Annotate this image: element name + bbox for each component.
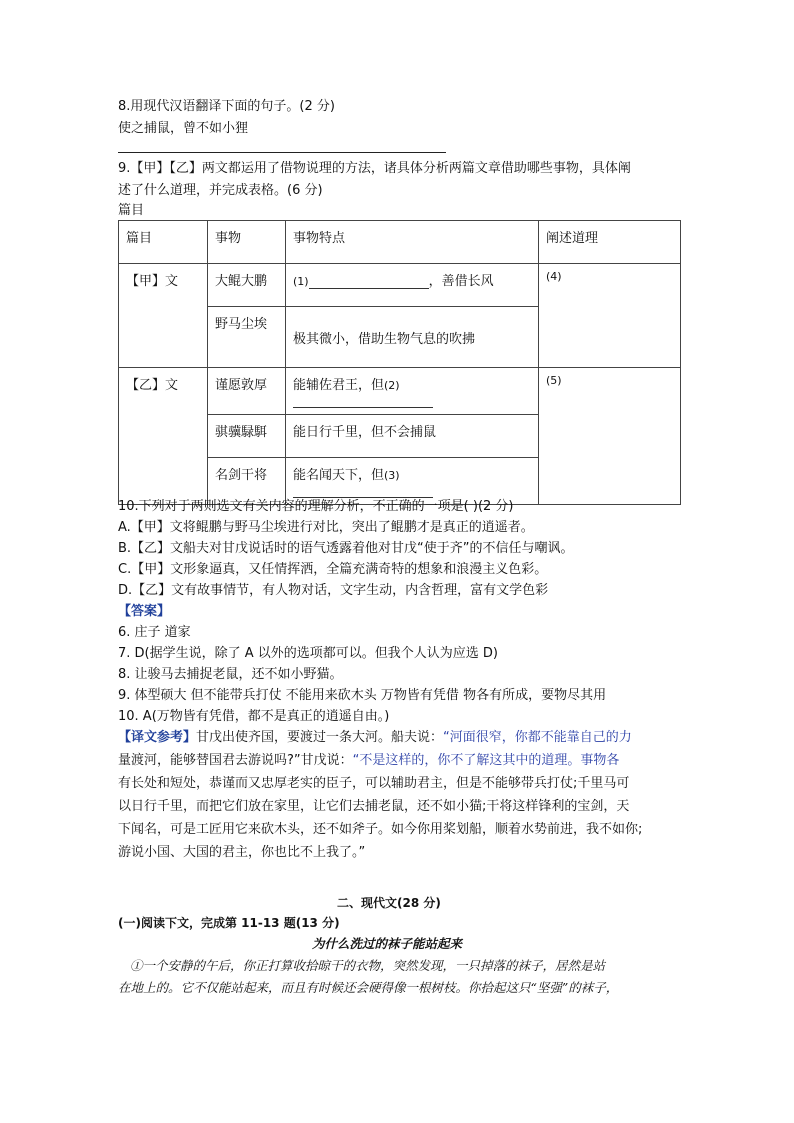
feature-text: 极其微小，借助生物气息的吹拂 (293, 331, 476, 347)
translation-line: 有长处和短处，恭谨而又忠厚老实的臣子，可以辅助君主，但是不能够带兵打仗;千里马可 (118, 776, 630, 791)
article-title: 为什么洗过的袜子能站起来 (312, 936, 463, 951)
article-a-cell: 【甲】文 (119, 264, 208, 368)
fill-blank[interactable] (309, 274, 429, 289)
q10-option-d: D.【乙】文有故事情节，有人物对话，文字生动，内含哲理，富有文学色彩 (118, 583, 549, 598)
translation-line: 游说小国、大国的君主，你也比不上我了。” (118, 845, 366, 860)
thing-cell: 名剑干将 (208, 458, 286, 505)
analysis-table (118, 220, 681, 505)
feature-cell (286, 307, 539, 368)
answer-8: 8. 让骏马去捕捉老鼠，还不如小野猫。 (118, 667, 343, 682)
feature-text: 能辅佐君王，但 (293, 378, 385, 393)
translation-quote: “不是这样的，你不了解这其中的道理。事物各 (352, 753, 620, 768)
q9-stem-line1: 9.【甲】【乙】两文都运用了借物说理的方法，诸具体分析两篇文章借助哪些事物，具体阐 (118, 161, 631, 176)
translation-line (118, 727, 632, 748)
answer-10: 10. A(万物皆有凭借，都不是真正的逍遥自由。) (118, 709, 390, 724)
answer-tag: 【答案】 (118, 604, 171, 619)
header-cell: 篇目 (119, 221, 208, 264)
translation-tag: 【译文参考】 (118, 730, 197, 745)
q9-caption: 篇目 (118, 203, 145, 218)
translation-quote: “河面很窄，你都不能靠自己的力 (443, 730, 632, 745)
translation-text: 甘戊出使齐国，要渡过一条大河。船夫说： (196, 730, 444, 745)
translation-line: 下闻名，可是工匠用它来砍木头，还不如斧子。如今你用桨划船，顺着水势前进，我不如你; (118, 822, 643, 837)
feature-text: ，善借长风 (428, 274, 494, 289)
feature-cell (286, 415, 539, 458)
table-row (119, 368, 681, 415)
answer-6: 6. 庄子 道家 (118, 625, 191, 640)
thing-cell: 谨愿敦厚 (208, 368, 286, 415)
blank-number: (3) (384, 469, 400, 482)
translation-line (118, 750, 619, 771)
table-row (119, 264, 681, 307)
q10-option-a: A.【甲】文将鲲鹏与野马尘埃进行对比，突出了鲲鹏才是真正的逍遥者。 (118, 520, 534, 535)
header-cell: 事物特点 (286, 221, 539, 264)
thing-cell: 骐骥騄駬 (208, 415, 286, 458)
translation-text: 量渡河，能够替国君去游说吗?”甘戊说： (118, 753, 353, 768)
thing-cell: 野马尘埃 (208, 307, 286, 368)
q10-stem: 10.下列对于两则选文有关内容的理解分析，不正确的一项是( )(2 分) (118, 499, 514, 514)
feature-text: 能名闻天下，但 (293, 468, 385, 483)
header-cell: 事物 (208, 221, 286, 264)
q8-sentence: 使之捕鼠，曾不如小狸 (118, 121, 249, 136)
article-paragraph: 在地上的。它不仅能站起来，而且有时候还会硬得像一根树枝。你拾起这只“坚强”的袜子， (118, 980, 619, 995)
blank-number: (2) (384, 379, 400, 392)
feature-cell (286, 264, 539, 307)
article-b-cell: 【乙】文 (119, 368, 208, 505)
q9-stem-line2: 述了什么道理，并完成表格。(6 分) (118, 183, 323, 198)
table-header-row (119, 221, 681, 264)
header-cell: 阐述道理 (539, 221, 681, 264)
feature-cell (286, 368, 539, 415)
reason-cell: (5) (539, 368, 681, 505)
answer-line (118, 152, 446, 153)
reason-cell: (4) (539, 264, 681, 368)
q10-option-c: C.【甲】文形象逼真，又任情挥洒，全篇充满奇特的想象和浪漫主义色彩。 (118, 562, 548, 577)
translation-line: 以日行千里，而把它们放在家里，让它们去捕老鼠，还不如小猫;干将这样锋利的宝剑，天 (118, 799, 630, 814)
fill-blank[interactable] (293, 393, 433, 408)
q8-stem: 8.用现代汉语翻译下面的句子。(2 分) (118, 99, 335, 114)
thing-cell: 大鲲大鹏 (208, 264, 286, 307)
answer-9: 9. 体型硕大 但不能带兵打仗 不能用来砍木头 万物皆有凭借 物各有所成，要物尽其用 (118, 688, 607, 703)
section-subheading: (一)阅读下文，完成第 11-13 题(13 分) (118, 916, 340, 930)
feature-text: 能日行千里，但不会捕鼠 (293, 425, 437, 440)
q10-option-b: B.【乙】文船夫对甘戊说话时的语气透露着他对甘戊“使于齐”的不信任与嘲讽。 (118, 541, 574, 556)
section-heading: 二、现代文(28 分) (337, 896, 441, 910)
answer-7: 7. D(据学生说，除了 A 以外的选项都可以。但我个人认为应选 D) (118, 646, 498, 661)
article-paragraph: ①一个安静的午后，你正打算收拾晾干的衣物，突然发现，一只掉落的袜子，居然是站 (130, 958, 606, 973)
blank-number: (1) (293, 275, 309, 288)
